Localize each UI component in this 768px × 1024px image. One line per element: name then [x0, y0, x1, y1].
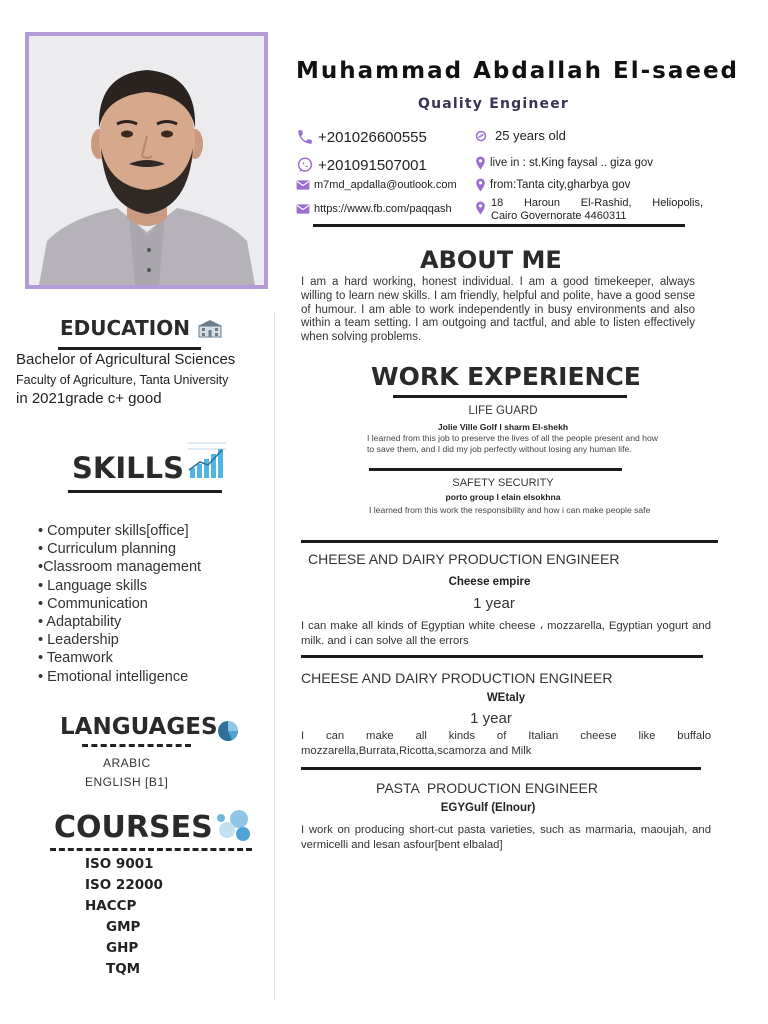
- live-in-text: live in : st.King faysal .. giza gov: [490, 157, 653, 169]
- education-degree: Bachelor of Agricultural Sciences: [16, 351, 236, 368]
- whatsapp-icon: [296, 156, 314, 174]
- job-rule-2: [301, 540, 718, 543]
- job-desc-4: I can make all kinds of Italian cheese like buffalo mozzarella,Burrata,Ricotta,scamorza and Milk: [301, 730, 711, 757]
- address-line-1: 18 Haroun El-Rashid, Heliopolis,: [491, 197, 703, 209]
- education-heading: EDUCATION: [60, 316, 190, 340]
- bar-chart-icon: [186, 440, 228, 480]
- languages-heading: LANGUAGES: [60, 714, 218, 740]
- education-year: in 2021grade c+ good: [16, 390, 162, 407]
- skills-rule: [68, 490, 222, 493]
- courses-heading: COURSES: [54, 810, 213, 845]
- job-title-4: CHEESE AND DAIRY PRODUCTION ENGINEER: [301, 670, 613, 686]
- skills-heading: SKILLS: [72, 451, 184, 485]
- job-desc-2: I learned from this work the responsibility and how i can make people safe: [369, 505, 651, 515]
- job-duration-3: 1 year: [473, 595, 515, 612]
- job-company-2: porto group l elain elsokhna: [445, 492, 561, 502]
- from-text: from:Tanta city,gharbya gov: [490, 179, 631, 191]
- pie-chart-icon: [217, 720, 239, 742]
- age-text: 25 years old: [495, 128, 566, 143]
- job-title: Quality Engineer: [418, 96, 570, 112]
- language-item: ENGLISH [B1]: [85, 775, 169, 789]
- work-rule: [393, 395, 627, 398]
- portrait-illustration: [29, 36, 264, 285]
- job-rule-3: [301, 655, 703, 658]
- list-item: • Language skills: [38, 577, 148, 594]
- job-desc-1: I learned from this job to preserve the lives of all the people present and how to save them, and I did my job perfectly without losing any human life.: [367, 433, 658, 454]
- job-desc-5: I work on producing short-cut pasta varieties, such as marmaria, maoujah, and vermicelli and lesan asfour[bent elbalad]: [301, 824, 711, 851]
- phone-1-text: +201026600555: [318, 128, 427, 146]
- school-building-icon: [196, 318, 224, 338]
- list-item: • Adaptability: [38, 614, 122, 631]
- column-divider: [274, 312, 275, 1000]
- course-item: GHP: [106, 940, 139, 956]
- course-item: GMP: [106, 919, 141, 935]
- live-in: [475, 156, 653, 170]
- address-line-2: Cairo Governorate 4460311: [491, 209, 627, 222]
- course-item: ISO 22000: [85, 877, 163, 893]
- job-company-5: EGYGulf (Elnour): [440, 802, 536, 814]
- facebook-link[interactable]: [296, 203, 452, 215]
- facebook-text: https://www.fb.com/paqqash: [314, 203, 452, 215]
- about-text: I am a hard working, honest individual. I am a good timekeeper, always willing to learn new skills. I am friendly, helpful and polite, have a good sense of humour. I am able to work independently in busy environments and also within a team setting. I am outgoing and tactful, and able to listen effectively when solving problems.: [301, 276, 695, 344]
- job-rule-1: [369, 468, 622, 471]
- address: [475, 197, 703, 222]
- mail-icon: [296, 203, 310, 215]
- age-icon: [475, 130, 487, 142]
- phone-2-text: +201091507001: [318, 156, 427, 174]
- about-heading: ABOUT ME: [420, 246, 562, 274]
- job-desc-3: I can make all kinds of Egyptian white cheese ، mozzarella, Egyptian yogurt and milk. and i can solve all the errors: [301, 620, 711, 647]
- job-company-3: Cheese empire: [448, 576, 531, 588]
- location-pin-icon: [475, 197, 486, 222]
- course-item: TQM: [106, 961, 141, 977]
- phone-1[interactable]: [296, 128, 427, 146]
- list-item: • Computer skills[office]: [38, 523, 189, 539]
- bubbles-icon: [215, 808, 253, 844]
- location-pin-icon: [475, 178, 486, 192]
- phone-icon: [296, 128, 314, 146]
- candidate-name: Muhammad Abdallah El-saeed: [296, 58, 740, 84]
- email[interactable]: [296, 179, 457, 191]
- location-pin-icon: [475, 156, 486, 170]
- job-title-1: LIFE GUARD: [468, 405, 538, 417]
- from: [475, 178, 630, 192]
- education-heading-row: [60, 316, 224, 340]
- age: [475, 128, 566, 143]
- job-duration-4: 1 year: [470, 710, 512, 727]
- list-item: • Leadership: [38, 632, 119, 649]
- list-item: • Communication: [38, 595, 148, 612]
- job-title-2: SAFETY SECURITY: [452, 477, 554, 489]
- course-item: ISO 9001: [85, 856, 154, 872]
- course-item: HACCP: [85, 898, 137, 914]
- languages-rule: [82, 744, 191, 747]
- skills-list: [38, 522, 201, 686]
- language-item: ARABIC: [103, 756, 151, 770]
- job-rule-4: [301, 767, 701, 770]
- work-heading: WORK EXPERIENCE: [371, 362, 641, 391]
- job-company-4: WEtaly: [486, 692, 526, 704]
- list-item: • Teamwork: [38, 650, 113, 667]
- email-text: m7md_apdalla@outlook.com: [314, 179, 457, 191]
- job-title-5: PASTA PRODUCTION ENGINEER: [376, 780, 598, 796]
- education-rule: [58, 347, 201, 350]
- courses-rule: [50, 848, 252, 851]
- profile-photo: [25, 32, 268, 289]
- phone-2[interactable]: [296, 156, 427, 174]
- job-company-1: Jolie Ville Golf l sharm El-shekh: [437, 422, 569, 432]
- header-rule: [313, 224, 685, 227]
- education-faculty: Faculty of Agriculture, Tanta University: [16, 373, 229, 387]
- list-item: • Emotional intelligence: [38, 668, 189, 685]
- list-item: •Classroom management: [38, 559, 202, 576]
- mail-icon: [296, 179, 310, 191]
- job-title-3: CHEESE AND DAIRY PRODUCTION ENGINEER: [308, 551, 620, 567]
- list-item: • Curriculum planning: [38, 541, 177, 558]
